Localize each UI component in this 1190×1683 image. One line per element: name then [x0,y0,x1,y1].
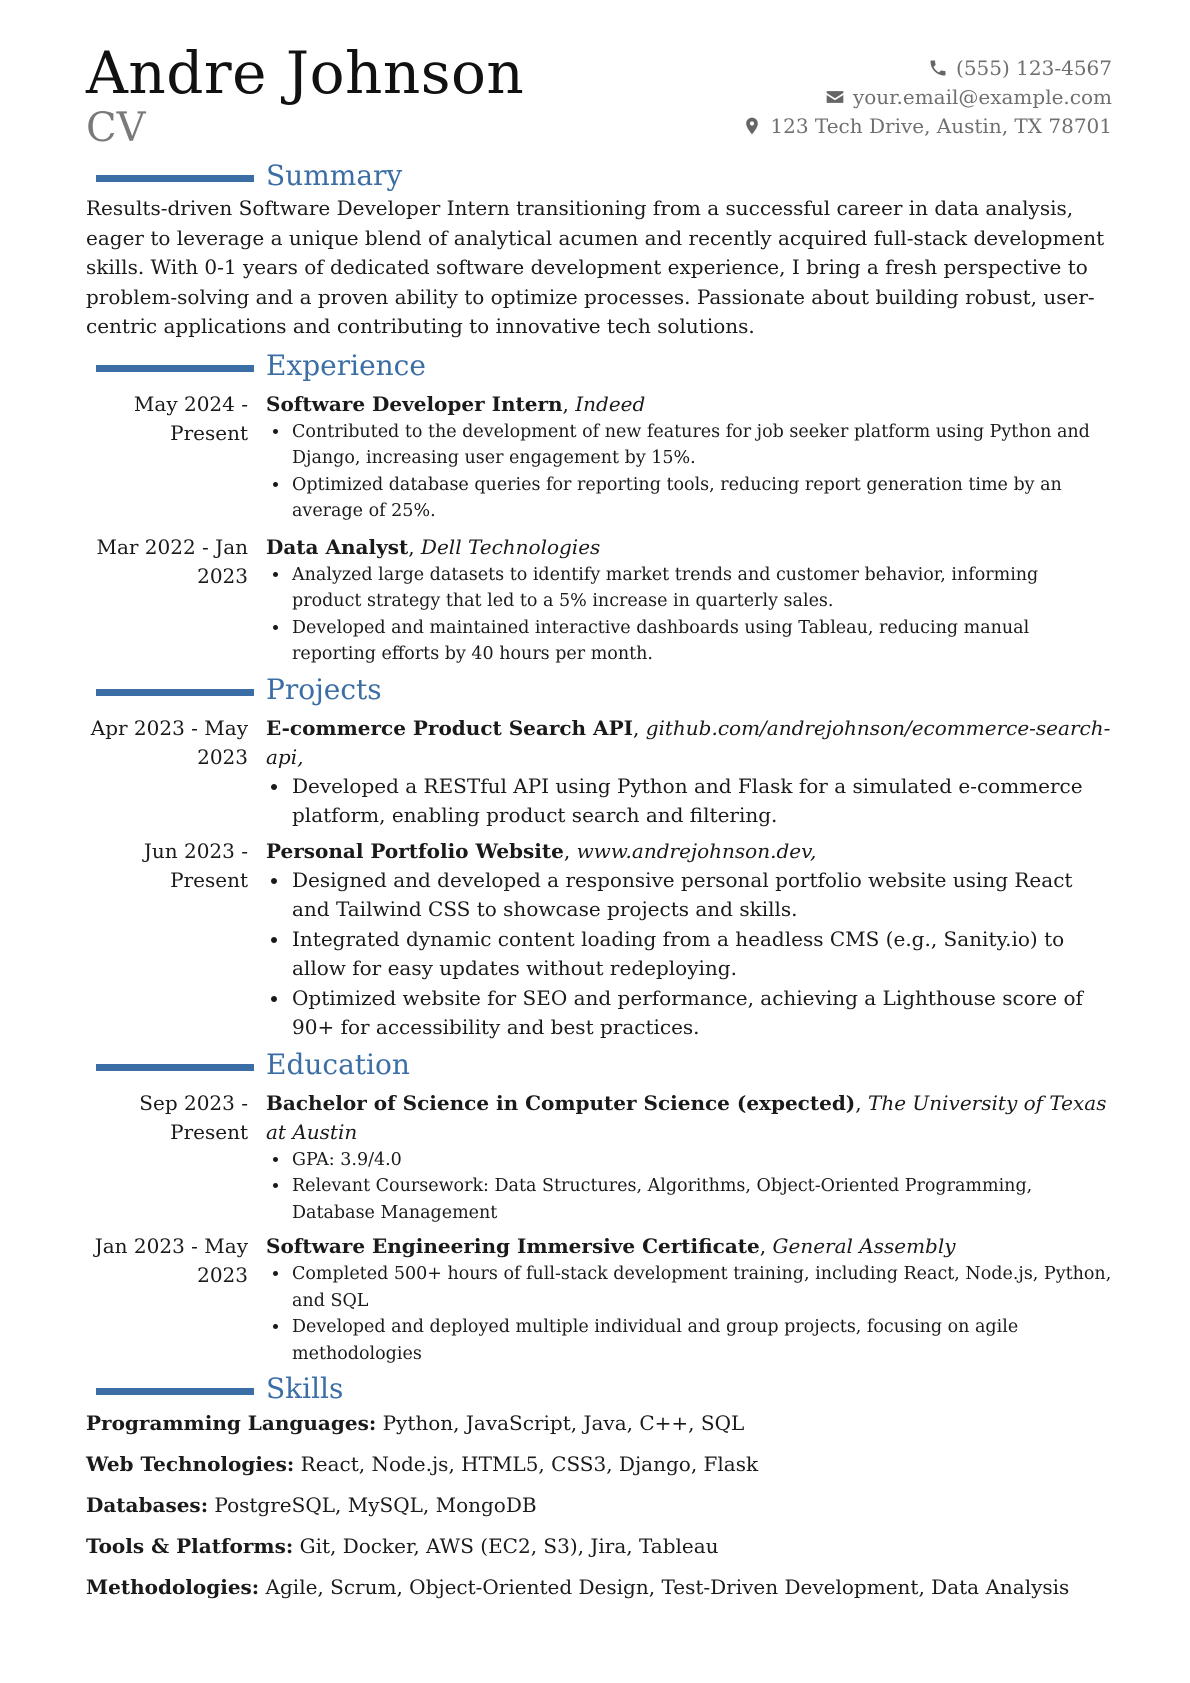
entry-org: Indeed [575,391,646,416]
project-link[interactable]: www.andrejohnson.dev, [576,838,817,863]
skill-row [86,1573,1112,1602]
entry-head [266,837,1112,866]
entry-bullets [266,562,1112,668]
project-name: E-commerce Product Search API [266,715,633,740]
education-entry [86,1232,1112,1367]
skill-value: Python, JavaScript, Java, C++, SQL [376,1411,745,1435]
list-item: • Developed and deployed multiple individual and group projects, focusing on agile methodologies [290,1314,1112,1367]
skill-row [86,1491,1112,1520]
school-name: The University of Texas at Austin [266,1090,1107,1144]
section-bar [96,175,254,182]
project-entry [86,714,1112,831]
address-text: 123 Tech Drive, Austin, TX 78701 [770,114,1112,138]
cv-header [86,40,1112,158]
skill-label: Methodologies: [86,1575,260,1599]
entry-head [266,714,1112,772]
section-bar [96,1388,254,1395]
entry-bullets [266,419,1112,525]
entry-date: Jan 2023 - May 2023 [94,1234,248,1287]
list-item: • Analyzed large datasets to identify market trends and customer behavior, informing product strategy that led to a 5% increase in quarterly sales. [290,562,1112,615]
entry-bullets [266,1147,1112,1227]
entry-head [266,1089,1112,1147]
education-entry [86,1089,1112,1227]
entry-separator: , [408,534,421,559]
project-entry [86,837,1112,1043]
skill-label: Programming Languages: [86,1411,377,1435]
skill-value: PostgreSQL, MySQL, MongoDB [208,1493,537,1517]
entry-date: Jun 2023 - Present [143,838,248,892]
entry-bullets [266,772,1112,831]
entry-separator: , [562,391,576,416]
section-education-heading [86,1047,1112,1083]
section-title: Summary [266,159,403,192]
skill-label: Web Technologies: [86,1452,295,1476]
entry-head [266,1232,1112,1261]
section-bar [96,1064,254,1071]
cv-page [86,40,1112,1614]
skill-label: Tools & Platforms: [86,1534,294,1558]
phone-text[interactable]: (555) 123-4567 [956,56,1112,80]
contact-phone [742,54,1112,83]
list-item: • Optimized database queries for reporting tools, reducing report generation time by an average of 25%. [290,472,1112,525]
degree-name: Software Engineering Immersive Certificate [266,1234,760,1258]
experience-entry [86,533,1112,668]
entry-head [266,390,1112,419]
document-subtitle: CV [86,105,146,151]
section-projects-heading [86,672,1112,708]
contact-address [742,112,1112,141]
list-item: • Relevant Coursework: Data Structures, Algorithms, Object-Oriented Programming, Database Management [290,1173,1112,1226]
entry-role: Data Analyst [266,534,409,559]
summary-text: Results-driven Software Developer Intern transitioning from a successful career in data analysis, eager to leverage a unique blend of analytical acumen and recently acquired full-stack development skills. With 0-1 years of dedicated software development experience, I bring a fresh perspective to problem-solving and a proven ability to optimize processes. Passionate about building robust, user-centric applications and contributing to innovative tech solutions. [86,196,1105,338]
person-name: Andre Johnson [86,39,525,107]
section-bar [96,689,254,696]
list-item: • Completed 500+ hours of full-stack development training, including React, Node.js, Python, and SQL [290,1261,1112,1314]
list-item: • Developed a RESTful API using Python and Flask for a simulated e-commerce platform, enabling product search and filtering. [290,772,1112,831]
list-item: • Developed and maintained interactive dashboards using Tableau, reducing manual reporting efforts by 40 hours per month. [290,615,1112,668]
list-item: • Designed and developed a responsive personal portfolio website using React and Tailwind CSS to showcase projects and skills. [290,866,1112,925]
skill-value: React, Node.js, HTML5, CSS3, Django, Flask [294,1452,759,1476]
entry-org: Dell Technologies [420,534,601,559]
degree-name: Bachelor of Science in Computer Science (expected) [266,1090,856,1115]
section-summary-heading [86,158,1112,194]
list-item: • Integrated dynamic content loading from a headless CMS (e.g., Sanity.io) to allow for easy updates without redeploying. [290,925,1112,984]
skill-label: Databases: [86,1493,209,1517]
skills-list [86,1409,1112,1602]
entry-separator: , [855,1090,868,1115]
skill-value: Git, Docker, AWS (EC2, S3), Jira, Tableau [293,1534,719,1558]
entry-bullets [266,1261,1112,1367]
map-pin-icon [742,116,762,136]
section-bar [96,365,254,372]
skill-row [86,1532,1112,1561]
section-title: Education [266,1047,410,1081]
list-item: • GPA: 3.9/4.0 [290,1147,1112,1174]
entry-bullets [266,866,1112,1043]
entry-role: Software Developer Intern [266,391,563,416]
phone-icon [928,58,948,78]
entry-date: Apr 2023 - May 2023 [90,715,248,769]
section-title: Skills [266,1372,344,1405]
email-text[interactable]: your.email@example.com [852,85,1112,109]
entry-separator: , [632,715,646,740]
section-title: Experience [266,348,426,382]
entry-date: Sep 2023 - Present [139,1090,248,1144]
entry-date: Mar 2022 - Jan 2023 [96,534,248,588]
list-item: • Optimized website for SEO and performance, achieving a Lighthouse score of 90+ for accessibility and best practices. [290,984,1112,1043]
contact-block [742,54,1112,141]
project-name: Personal Portfolio Website [266,838,564,863]
section-skills-heading [86,1371,1112,1407]
entry-separator: , [563,838,577,863]
entry-separator: , [759,1234,773,1258]
entry-head [266,533,1112,562]
school-name: General Assembly [772,1234,956,1258]
entry-date: May 2024 - Present [133,391,248,445]
experience-entry [86,390,1112,525]
section-title: Projects [266,672,382,706]
contact-email [742,83,1112,112]
skill-value: Agile, Scrum, Object-Oriented Design, Test-Driven Development, Data Analysis [259,1575,1070,1599]
list-item: • Contributed to the development of new features for job seeker platform using Python and Django, increasing user engagement by 15%. [290,419,1112,472]
envelope-icon [825,87,845,107]
project-link[interactable]: github.com/andrejohnson/ecommerce-search-api, [266,715,1111,769]
skill-row [86,1409,1112,1438]
skill-row [86,1450,1112,1479]
section-experience-heading [86,348,1112,384]
